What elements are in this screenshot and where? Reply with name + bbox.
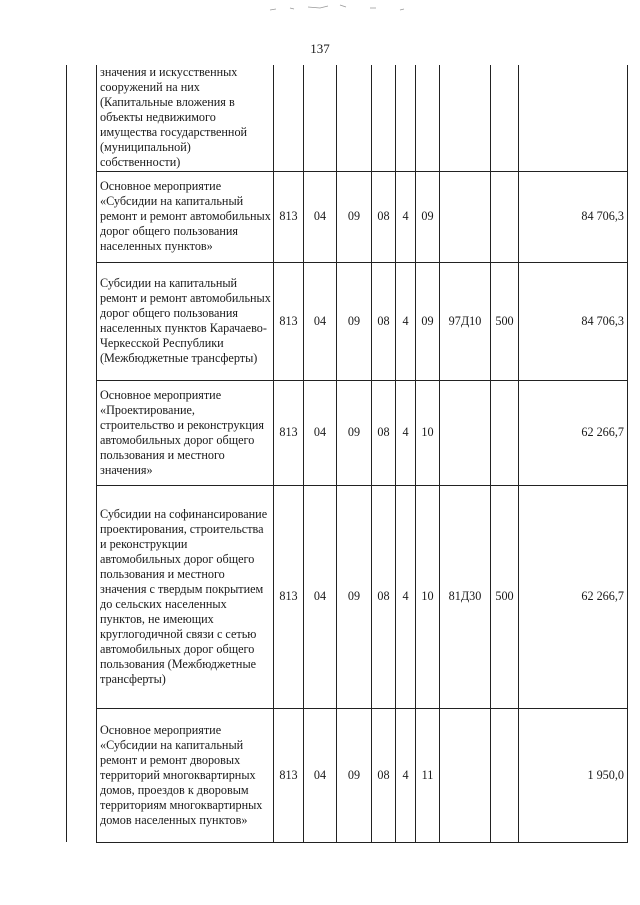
vr-cell: 500 [491, 485, 519, 708]
rz-cell [304, 65, 337, 171]
table-row [67, 171, 628, 262]
direction-cell: 97Д10 [440, 262, 491, 380]
rz-cell: 04 [304, 380, 337, 485]
budget-table [66, 65, 628, 843]
pr-cell: 09 [337, 708, 372, 842]
event-cell: 09 [416, 262, 440, 380]
rz-cell: 04 [304, 708, 337, 842]
ved-cell: 813 [274, 262, 304, 380]
pr-cell [337, 65, 372, 171]
table-row [67, 485, 628, 708]
rz-cell: 04 [304, 262, 337, 380]
blank-column-cell [67, 65, 97, 171]
blank-column-cell [67, 380, 97, 485]
event-cell: 11 [416, 708, 440, 842]
table-row [67, 708, 628, 842]
direction-cell [440, 708, 491, 842]
pr-cell: 09 [337, 485, 372, 708]
blank-column-cell [67, 171, 97, 262]
program-cell: 08 [372, 708, 396, 842]
description-cell: Основное мероприятие «Субсидии на капитальный ремонт и ремонт дворовых территорий многоквартирных домов, проездов к дворовым территориям многоквартирных домов населенных пунктов» [97, 708, 274, 842]
vr-cell: 500 [491, 262, 519, 380]
program-cell: 08 [372, 380, 396, 485]
sum-cell [519, 65, 628, 171]
subprogram-cell: 4 [396, 485, 416, 708]
table-row [67, 65, 628, 171]
pr-cell: 09 [337, 380, 372, 485]
ved-cell: 813 [274, 485, 304, 708]
rz-cell: 04 [304, 485, 337, 708]
table-row [67, 262, 628, 380]
table-row [67, 380, 628, 485]
ved-cell: 813 [274, 171, 304, 262]
program-cell: 08 [372, 171, 396, 262]
vr-cell [491, 380, 519, 485]
program-cell: 08 [372, 485, 396, 708]
subprogram-cell: 4 [396, 171, 416, 262]
direction-cell [440, 380, 491, 485]
blank-column-cell [67, 485, 97, 708]
blank-column-cell [67, 262, 97, 380]
description-cell: Основное мероприятие «Проектирование, строительство и реконструкция автомобильных дорог общего пользования и местного значения» [97, 380, 274, 485]
subprogram-cell: 4 [396, 708, 416, 842]
event-cell [416, 65, 440, 171]
direction-cell [440, 65, 491, 171]
ved-cell: 813 [274, 708, 304, 842]
sum-cell: 62 266,7 [519, 485, 628, 708]
ved-cell [274, 65, 304, 171]
blank-column-cell [67, 708, 97, 842]
scan-noise-marks [250, 2, 430, 14]
subprogram-cell: 4 [396, 380, 416, 485]
vr-cell [491, 65, 519, 171]
sum-cell: 1 950,0 [519, 708, 628, 842]
subprogram-cell [396, 65, 416, 171]
subprogram-cell: 4 [396, 262, 416, 380]
event-cell: 10 [416, 485, 440, 708]
page-number: 137 [310, 41, 330, 56]
description-cell: Основное мероприятие «Субсидии на капитальный ремонт и ремонт автомобильных дорог общего пользования населенных пунктов» [97, 171, 274, 262]
direction-cell [440, 171, 491, 262]
description-cell: Субсидии на софинансирование проектирования, строительства и реконструкции автомобильных дорог общего пользования и местного значения с твердым покрытием до сельских населенных пунктов, не имеющих круглогодичной связи с сетью автомобильных дорог общего пользования (Межбюджетные трансферты) [97, 485, 274, 708]
sum-cell: 84 706,3 [519, 262, 628, 380]
vr-cell [491, 171, 519, 262]
pr-cell: 09 [337, 171, 372, 262]
vr-cell [491, 708, 519, 842]
sum-cell: 62 266,7 [519, 380, 628, 485]
program-cell: 08 [372, 262, 396, 380]
pr-cell: 09 [337, 262, 372, 380]
event-cell: 10 [416, 380, 440, 485]
rz-cell: 04 [304, 171, 337, 262]
ved-cell: 813 [274, 380, 304, 485]
description-cell: Субсидии на капитальный ремонт и ремонт автомобильных дорог общего пользования населенных пунктов Карачаево-Черкесской Республики (Межбюджетные трансферты) [97, 262, 274, 380]
program-cell [372, 65, 396, 171]
sum-cell: 84 706,3 [519, 171, 628, 262]
direction-cell: 81Д30 [440, 485, 491, 708]
description-cell: значения и искусственных сооружений на них (Капитальные вложения в объекты недвижимого имущества государственной (муниципальной) собственности) [97, 65, 274, 171]
event-cell: 09 [416, 171, 440, 262]
